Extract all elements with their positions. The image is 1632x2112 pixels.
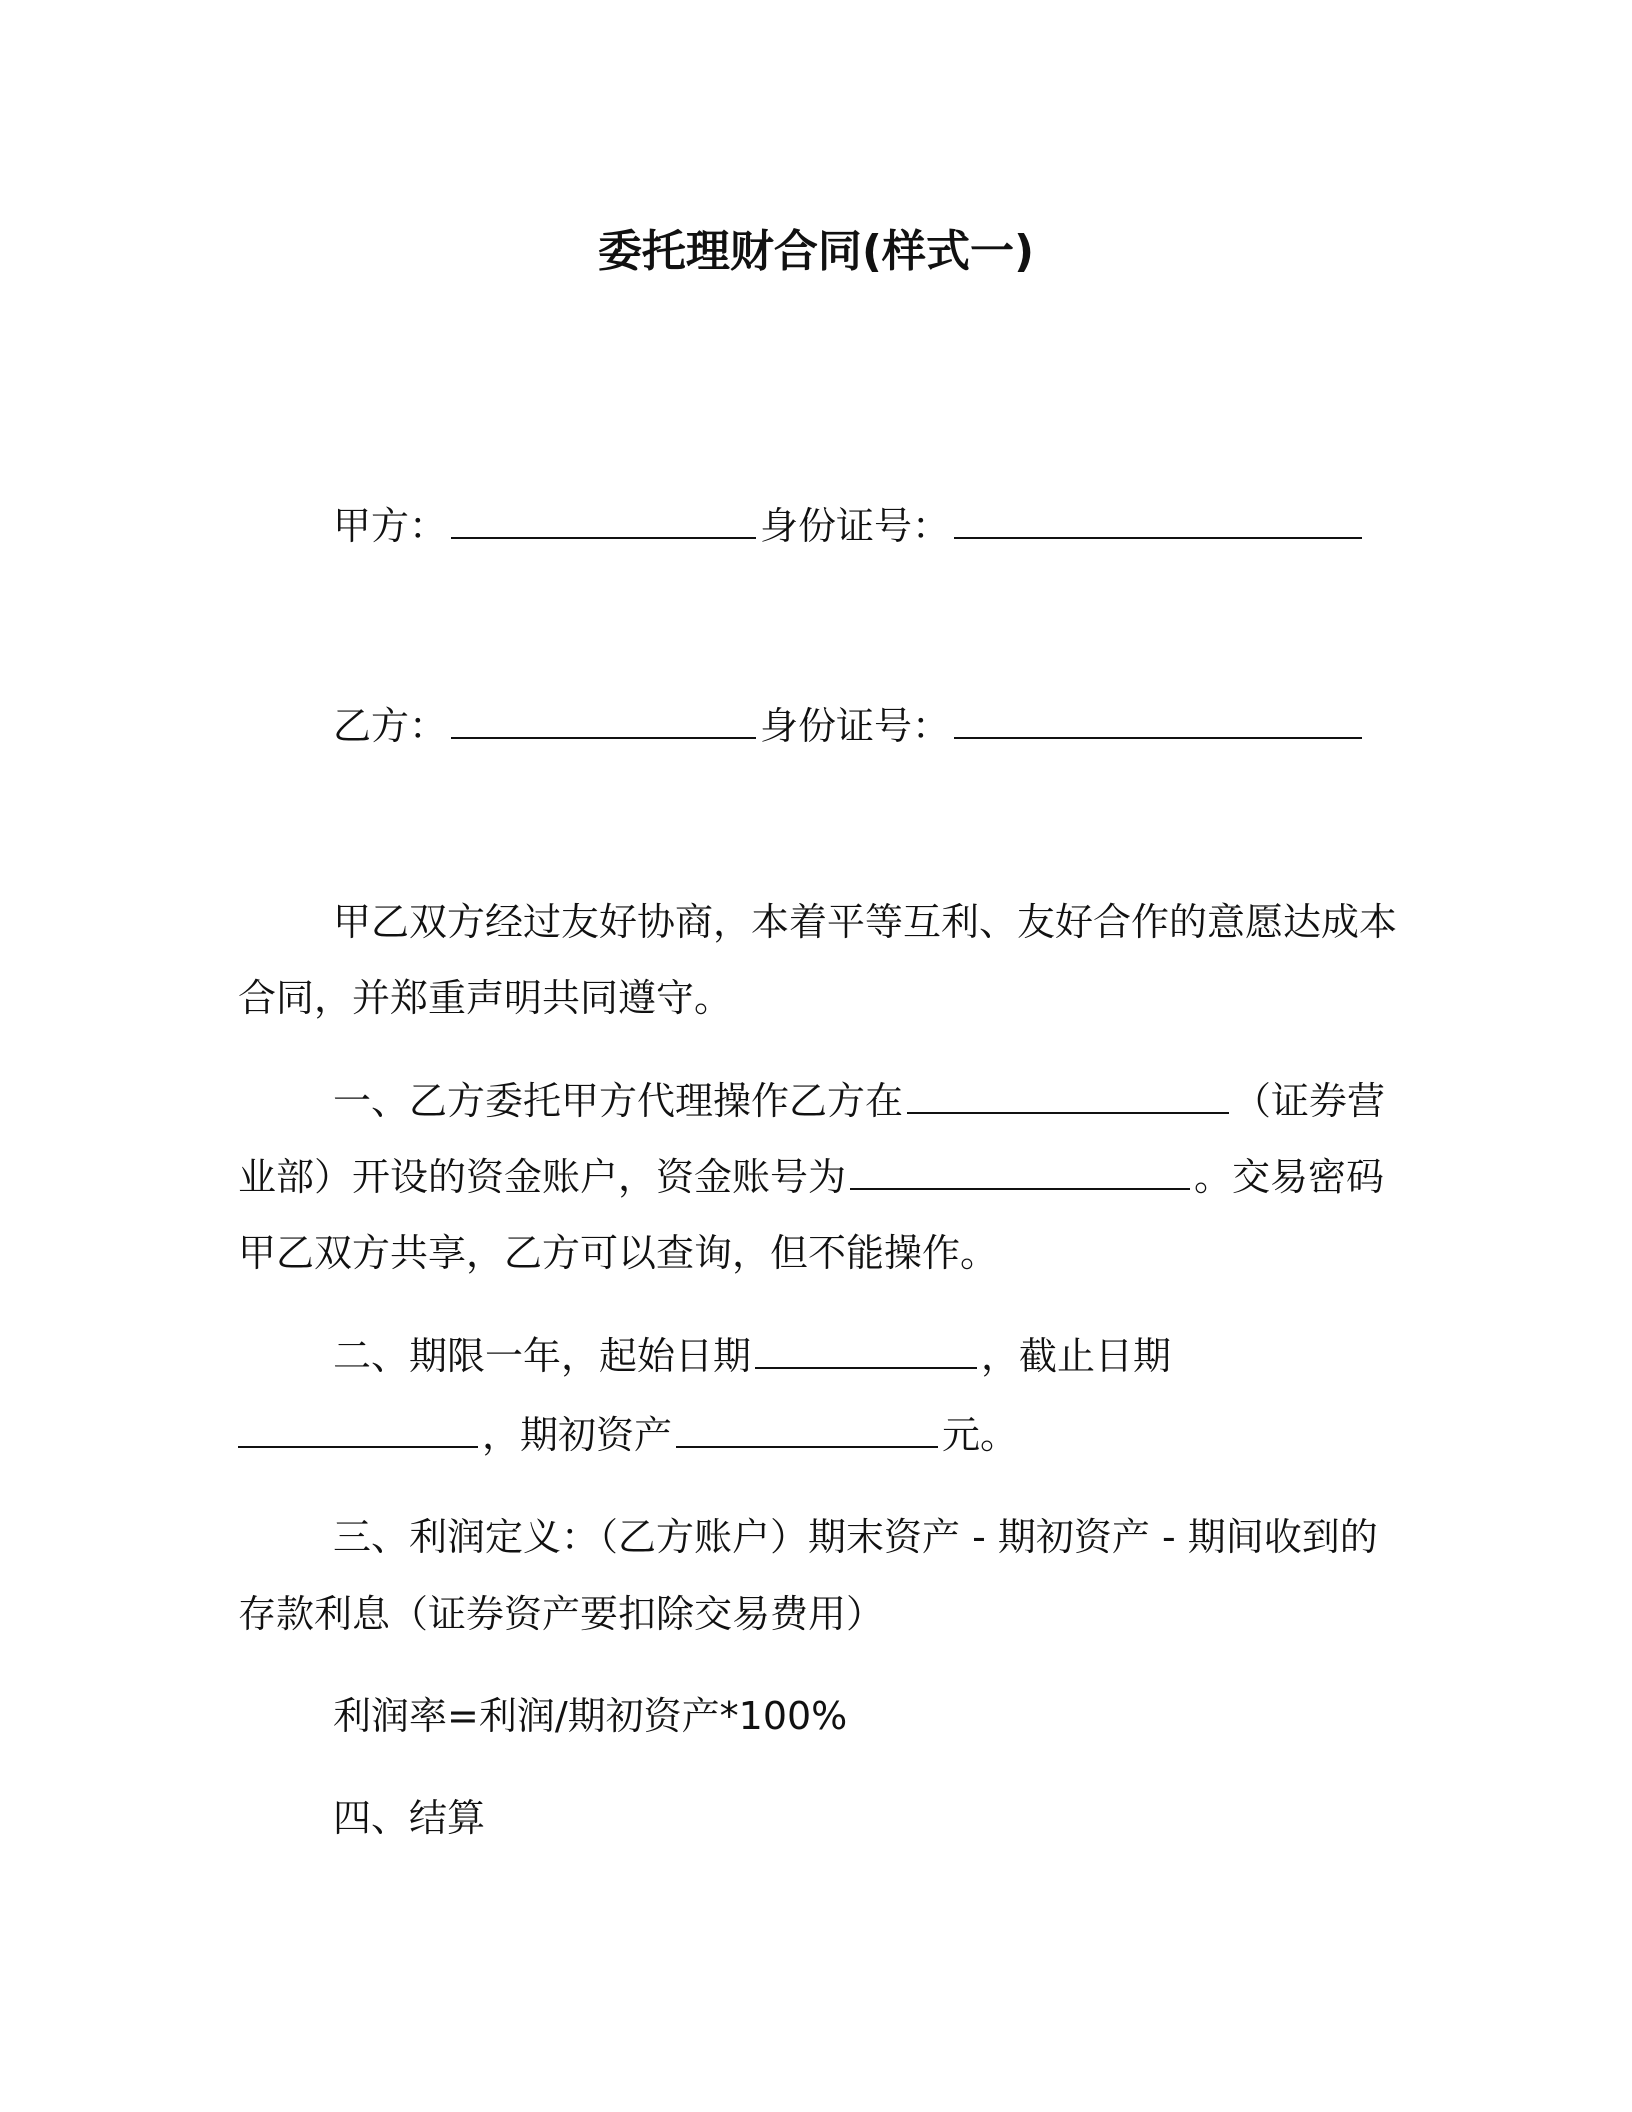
- clause-1-text-c: 业部）开设的资金账户，资金账号为: [238, 1155, 847, 1199]
- clause-2-text-b: ，截止日期: [981, 1334, 1172, 1378]
- clause-2-text-d: 元。: [942, 1413, 1019, 1457]
- party-b-line: [333, 702, 1366, 750]
- party-a-label: 甲方：: [333, 504, 448, 548]
- clause-2-line-1: [333, 1332, 1171, 1380]
- clause-1-text-d: 。交易密码: [1194, 1155, 1385, 1199]
- end-date-blank[interactable]: [238, 1416, 478, 1448]
- party-b-id-label: 身份证号：: [760, 704, 951, 748]
- party-a-id-blank[interactable]: [954, 507, 1362, 539]
- party-b-id-blank[interactable]: [954, 707, 1362, 739]
- clause-1-line-1: [333, 1077, 1385, 1125]
- party-a-line: [333, 502, 1366, 550]
- initial-assets-blank[interactable]: [676, 1416, 938, 1448]
- clause-2-text-a: 二、期限一年，起始日期: [333, 1334, 752, 1378]
- securities-branch-blank[interactable]: [907, 1082, 1229, 1114]
- clause-3-line-1: 三、利润定义：（乙方账户）期末资产 - 期初资产 - 期间收到的: [333, 1515, 1378, 1559]
- clause-2-line-2: [238, 1411, 1018, 1459]
- page-title: 委托理财合同(样式一): [597, 226, 1035, 277]
- preamble-line-1: 甲乙双方经过友好协商，本着平等互利、友好合作的意愿达成本: [333, 900, 1398, 944]
- clause-4-heading: 四、结算: [333, 1796, 486, 1840]
- start-date-blank[interactable]: [755, 1337, 977, 1369]
- preamble-line-2: 合同，并郑重声明共同遵守。: [238, 976, 733, 1020]
- profit-rate-formula: 利润率=利润/期初资产*100%: [333, 1694, 848, 1738]
- clause-1-text-b: （证券营: [1233, 1079, 1386, 1123]
- clause-3-line-2: 存款利息（证券资产要扣除交易费用）: [238, 1592, 885, 1636]
- clause-1-line-2: [238, 1153, 1384, 1201]
- party-b-name-blank[interactable]: [451, 707, 756, 739]
- party-b-label: 乙方：: [333, 704, 448, 748]
- clause-2-text-c: ，期初资产: [482, 1413, 673, 1457]
- party-a-id-label: 身份证号：: [760, 504, 951, 548]
- account-number-blank[interactable]: [850, 1158, 1190, 1190]
- clause-1-line-3: 甲乙双方共享，乙方可以查询，但不能操作。: [238, 1231, 999, 1275]
- clause-1-text-a: 一、乙方委托甲方代理操作乙方在: [333, 1079, 904, 1123]
- party-a-name-blank[interactable]: [451, 507, 756, 539]
